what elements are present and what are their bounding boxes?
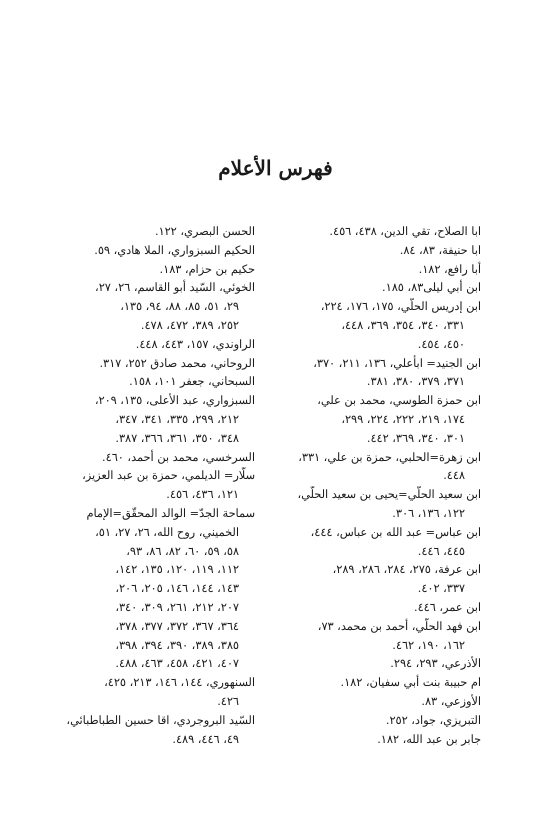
index-entry [267, 242, 481, 261]
index-entry [41, 223, 255, 242]
index-entry [41, 242, 255, 261]
index-entry-line: ابن عباس= عبد الله بن عباس، ٤٤٤، [310, 525, 481, 539]
index-entry-line: سلّار= الديلمي، حمزة بن عبد العزيز، [82, 469, 255, 483]
index-entry-line: أبا رافع، ١٨٢. [418, 262, 481, 276]
index-entry-line: ابن الجنيد= ابأعلي، ١٣٦، ٢١١، ٣٧٠، [313, 356, 481, 370]
index-entry-line: ابن عرفة، ٢٧٥، ٢٨٤، ٢٨٦، ٢٨٩، [332, 563, 481, 577]
index-entry [267, 449, 481, 487]
index-entry [267, 279, 481, 298]
index-entry-line: الأذرعي، ٢٩٣، ٢٩٤. [390, 657, 481, 671]
index-entry-line: ابن فهد الحلّي، أحمد بن محمد، ٧٣، [317, 619, 481, 633]
index-entry-line: ابا الصلاح، تقي الدين، ٤٣٨، ٤٥٦. [329, 225, 481, 238]
index-entry-continuation: ٢٥٢، ٣٨٩، ٤٧٢، ٤٧٨. [140, 318, 239, 332]
index-entry [41, 373, 255, 392]
index-entry-line: جابر بن عبد الله، ١٨٢. [377, 732, 481, 746]
index-entry-continuation: ٤٤٨. [443, 469, 465, 483]
index-entry-continuation: ٤٢٦. [217, 694, 239, 708]
index-entry [267, 712, 481, 731]
index-entry [267, 223, 481, 242]
index-entry [267, 392, 481, 448]
index-entry [267, 731, 481, 750]
index-entry [267, 674, 481, 693]
index-entry [41, 712, 255, 750]
index-entry [267, 486, 481, 524]
index-entry [41, 336, 255, 355]
index-entry-continuation: ٤٤٥، ٤٤٦. [417, 544, 465, 558]
index-entry-continuation: ١٤٣، ١٤٤، ١٤٦، ٢٠٥، ٢٠٦، [115, 582, 239, 596]
index-entry-line: ابن أبي ليلى٨٣، ١٨٥. [382, 281, 481, 295]
index-entry [41, 449, 255, 468]
index-entry [267, 524, 481, 562]
index-entry-continuation: ١٧٤، ٢١٩، ٢٢٢، ٢٢٤، ٢٩٩، [341, 412, 465, 426]
index-entry-continuation: ٤٩، ٤٤٦، ٤٨٩. [172, 732, 239, 746]
index-entry-line: السبزواري، عبد الأعلى، ١٣٥، ٢٠٩، [94, 394, 255, 408]
index-entry-line: السنهوري، ١٤٤، ١٤٦، ٢١٣، ٤٢٥، [104, 676, 255, 690]
index-entry [41, 505, 255, 674]
index-entry [267, 561, 481, 599]
index-entry-line: الخوئي، السّيد أبو القاسم، ٢٦، ٢٧، [95, 281, 255, 295]
index-entry-line: السرخسي، محمد بن أحمد، ٤٦٠. [102, 450, 255, 464]
index-entry-line: حكيم بن حزام، ١٨٣. [159, 262, 255, 276]
index-entry-continuation: ٣٨٥، ٣٨٩، ٣٩٠، ٣٩٤، ٣٩٨، [115, 638, 239, 652]
index-entry-continuation: ٢٠٧، ٢١٢، ٢٦١، ٣٠٩، ٣٤٠، [115, 600, 239, 614]
index-entry-continuation: ٣٣٧، ٤٠٢. [417, 582, 465, 596]
index-column-left [41, 223, 255, 749]
index-entry-line: السّيد البروجردي، اقا حسين الطباطبائي، [66, 713, 255, 727]
page-title: فهرس الأعلام [218, 156, 333, 180]
index-entry [41, 355, 255, 374]
index-entry-line: ابن حمزة الطوسي، محمد بن علي، [317, 394, 481, 408]
index-entry-line: الحكيم السبزواري، الملا هادي، ٥٩. [94, 243, 255, 257]
index-entry-line: ابن سعيد الحلّي=يحيى بن سعيد الحلّي، [297, 488, 481, 502]
index-column-right [267, 223, 481, 749]
index-entry-continuation: ٣٦٤، ٣٦٧، ٣٧٢، ٣٧٧، ٣٧٨، [115, 619, 239, 633]
index-entry-line: الحسن البصري، ١٢٢. [154, 225, 255, 238]
index-entry-continuation: ١٢١، ٤٣٦، ٤٥٦. [166, 488, 239, 502]
index-entry-continuation: ٤٥٠، ٤٥٤. [417, 337, 465, 351]
index-entry-line: ابن زهرة=الحلبي، حمزة بن علي، ٣٣١، [298, 450, 481, 464]
index-entry [41, 261, 255, 280]
index-entry-continuation: ٢١٢، ٢٩٩، ٣٣٥، ٣٤١، ٣٤٧، [115, 412, 239, 426]
index-entry-continuation: ٢٩، ٥١، ٨٥، ٨٨، ٩٤، ١٣٥، [120, 300, 239, 314]
index-entry-line: السبحاني، جعفر ١٠١، ١٥٨. [129, 375, 255, 389]
index-entry [267, 355, 481, 393]
index-entry [267, 693, 481, 712]
index-entry-line: الراوندي، ١٥٧، ٤٤٣، ٤٤٨. [135, 337, 255, 351]
index-entry [267, 599, 481, 618]
index-entry-line: ام حبيبة بنت أبي سفيان، ١٨٢. [340, 676, 481, 690]
index-entry-continuation: ٣٠١، ٣٤٠، ٣٦٩، ٤٤٢. [366, 431, 465, 445]
index-entry-continuation: ٣٣١، ٣٤٠، ٣٥٤، ٣٦٩، ٤٤٨، [341, 318, 465, 332]
index-entry [267, 655, 481, 674]
index-entry-line: ابا حنيفة، ٨٣، ٨٤. [399, 243, 481, 257]
index-entry [41, 467, 255, 505]
index-entry-continuation: ١٦٢، ١٩٠، ٤٦٢. [392, 638, 465, 652]
index-entry [41, 279, 255, 335]
index-entry-continuation: ١٢٢، ١٣٦، ٣٠٦. [392, 506, 465, 520]
index-entry [41, 392, 255, 448]
index-entry-line: سماحة الجدّ= الوالد المحقّق=الإمام [86, 506, 255, 520]
index-entry [267, 261, 481, 280]
index-entry-line: ابن إدريس الحلّي، ١٧٥، ١٧٦، ٢٢٤، [320, 300, 481, 314]
index-entry-line: الأوزعي، ٨٣. [421, 694, 481, 708]
index-entry-continuation: ٤٠٧، ٤٢١، ٤٥٨، ٤٦٣، ٤٨٨. [115, 657, 239, 671]
index-entry [267, 298, 481, 354]
index-entry-continuation: الخميني، روح الله، ٢٦، ٢٧، ٥١، [95, 525, 239, 539]
index-entry [267, 618, 481, 656]
index-entry-line: التبريزي، جواد، ٢٥٢. [385, 713, 481, 727]
index-entry [41, 674, 255, 712]
index-entry-continuation: ١١٢، ١١٩، ١٢٠، ١٣٥، ١٤٢، [115, 563, 239, 577]
index-entry-continuation: ٣٤٨، ٣٥٠، ٣٦١، ٣٦٦، ٣٨٧. [115, 431, 239, 445]
index-entry-continuation: ٥٨، ٥٩، ٦٠، ٨٢، ٨٦، ٩٣، [126, 544, 239, 558]
index-entry-line: الروحاني، محمد صادق ٢٥٢، ٣١٧. [99, 356, 255, 370]
index-entry-line: ابن عمر، ٤٤٦. [413, 600, 481, 614]
index-entry-continuation: ٣٧١، ٣٧٩، ٣٨٠، ٣٨١. [366, 375, 465, 389]
